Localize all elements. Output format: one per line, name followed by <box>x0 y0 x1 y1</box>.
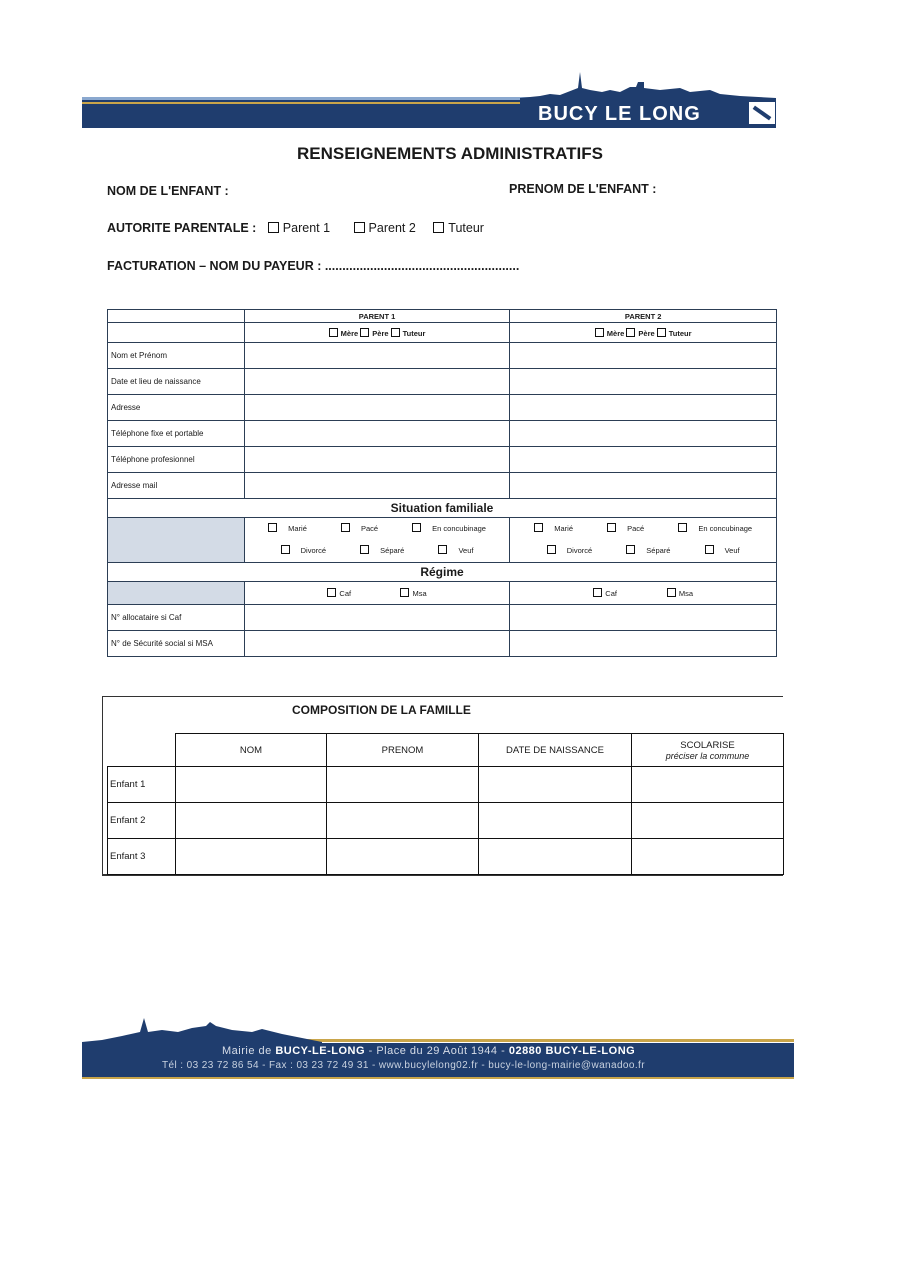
parent1-field[interactable] <box>244 395 510 421</box>
parent1-field[interactable] <box>244 369 510 395</box>
checkbox-icon[interactable] <box>433 222 444 233</box>
parent1-field[interactable] <box>244 631 510 657</box>
header-gold-stripe <box>82 102 532 104</box>
table-cell[interactable] <box>479 839 632 875</box>
checkbox-icon[interactable] <box>657 328 666 337</box>
row-label: Adresse <box>108 395 245 421</box>
checkbox-icon[interactable] <box>626 545 635 554</box>
row-label: Téléphone fixe et portable <box>108 421 245 447</box>
shaded-cell <box>108 518 245 563</box>
col-nom: NOM <box>176 734 327 767</box>
checkbox-icon[interactable] <box>678 523 687 532</box>
checkbox-icon[interactable] <box>360 545 369 554</box>
parent1-field[interactable] <box>244 421 510 447</box>
parent2-situation: Marié Pacé En concubinage Divorcé Séparé Veuf <box>510 518 777 563</box>
parent2-field[interactable] <box>510 369 777 395</box>
checkbox-icon[interactable] <box>341 523 350 532</box>
parent1-field[interactable] <box>244 605 510 631</box>
checkbox-icon[interactable] <box>360 328 369 337</box>
row-label: N° allocataire si Caf <box>108 605 245 631</box>
family-title: COMPOSITION DE LA FAMILLE <box>292 703 471 717</box>
facturation-label: FACTURATION – NOM DU PAYEUR : ........................................................ <box>107 259 520 273</box>
parents-table <box>107 309 777 657</box>
table-cell[interactable] <box>176 767 327 803</box>
autorite-parentale-row <box>107 221 484 235</box>
checkbox-icon[interactable] <box>607 523 616 532</box>
shaded-cell <box>108 582 245 605</box>
table-cell[interactable] <box>632 803 784 839</box>
checkbox-icon[interactable] <box>534 523 543 532</box>
village-skyline-icon <box>82 1012 322 1046</box>
row-label: Date et lieu de naissance <box>108 369 245 395</box>
footer-gold-stripe <box>300 1039 794 1042</box>
checkbox-icon[interactable] <box>268 222 279 233</box>
parent2-header: PARENT 2 <box>510 310 777 323</box>
parent1-header: PARENT 1 <box>244 310 510 323</box>
parent1-field[interactable] <box>244 473 510 499</box>
col-scolarise: SCOLARISE préciser la commune <box>632 734 784 767</box>
checkbox-icon[interactable] <box>281 545 290 554</box>
parent2-field[interactable] <box>510 631 777 657</box>
table-cell[interactable] <box>479 767 632 803</box>
checkbox-icon[interactable] <box>705 545 714 554</box>
page-title: RENSEIGNEMENTS ADMINISTRATIFS <box>296 144 603 163</box>
checkbox-icon[interactable] <box>595 328 604 337</box>
table-cell[interactable] <box>176 803 327 839</box>
village-skyline-icon <box>520 68 776 104</box>
table-cell[interactable] <box>176 839 327 875</box>
checkbox-icon[interactable] <box>626 328 635 337</box>
autorite-parent1-option[interactable]: Parent 1 <box>268 221 330 235</box>
checkbox-icon[interactable] <box>354 222 365 233</box>
brand-emblem-icon <box>748 101 776 125</box>
parent2-field[interactable] <box>510 447 777 473</box>
brand-logo-text: BUCY LE LONG <box>538 103 701 125</box>
checkbox-icon[interactable] <box>438 545 447 554</box>
checkbox-icon[interactable] <box>327 588 336 597</box>
table-cell[interactable] <box>632 767 784 803</box>
footer-contact-line: Tél : 03 23 72 86 54 - Fax : 03 23 72 49 31 - www.bucylelong02.fr - bucy-le-long-mairie@wanadoo.fr <box>162 1060 645 1071</box>
table-cell[interactable] <box>327 839 479 875</box>
enfant-label: Enfant 1 <box>108 767 176 803</box>
autorite-tuteur-option[interactable]: Tuteur <box>433 221 484 235</box>
scolarise-note: préciser la commune <box>665 750 750 761</box>
autorite-label: AUTORITE PARENTALE : <box>107 221 257 235</box>
parent1-field[interactable] <box>244 447 510 473</box>
checkbox-icon[interactable] <box>400 588 409 597</box>
parent1-situation: Marié Pacé En concubinage Divorcé Séparé Veuf <box>244 518 510 563</box>
checkbox-icon[interactable] <box>593 588 602 597</box>
parent2-field[interactable] <box>510 421 777 447</box>
regime-heading: Régime <box>108 563 777 582</box>
footer-gold-stripe-bottom <box>82 1077 794 1079</box>
checkbox-icon[interactable] <box>329 328 338 337</box>
enfant-label: Enfant 2 <box>108 803 176 839</box>
checkbox-icon[interactable] <box>391 328 400 337</box>
parent2-field[interactable] <box>510 605 777 631</box>
parent1-regime: Caf Msa <box>244 582 510 605</box>
checkbox-icon[interactable] <box>547 545 556 554</box>
parent2-field[interactable] <box>510 473 777 499</box>
parent2-regime: Caf Msa <box>510 582 777 605</box>
footer-address-line: Mairie de BUCY-LE-LONG - Place du 29 Août 1944 - 02880 BUCY-LE-LONG <box>222 1045 636 1057</box>
checkbox-icon[interactable] <box>667 588 676 597</box>
child-nom-label: NOM DE L'ENFANT : <box>107 184 229 198</box>
table-cell[interactable] <box>327 767 479 803</box>
checkbox-icon[interactable] <box>412 523 421 532</box>
table-cell[interactable] <box>327 803 479 839</box>
situation-familiale-heading: Situation familiale <box>108 499 777 518</box>
autorite-parent2-option[interactable]: Parent 2 <box>354 221 416 235</box>
parent1-role-choice: Mère Père Tuteur <box>244 323 510 343</box>
row-label: Adresse mail <box>108 473 245 499</box>
enfant-label: Enfant 3 <box>108 839 176 875</box>
table-cell[interactable] <box>479 803 632 839</box>
parent2-field[interactable] <box>510 343 777 369</box>
col-prenom: PRENOM <box>327 734 479 767</box>
row-label: Nom et Prénom <box>108 343 245 369</box>
child-prenom-label: PRENOM DE L'ENFANT : <box>509 182 657 196</box>
table-cell[interactable] <box>632 839 784 875</box>
checkbox-icon[interactable] <box>268 523 277 532</box>
row-label: N° de Sécurité social si MSA <box>108 631 245 657</box>
parent2-field[interactable] <box>510 395 777 421</box>
parent2-role-choice: Mère Père Tuteur <box>510 323 777 343</box>
row-label: Téléphone profesionnel <box>108 447 245 473</box>
family-table <box>107 733 784 875</box>
col-date-naissance: DATE DE NAISSANCE <box>479 734 632 767</box>
parent1-field[interactable] <box>244 343 510 369</box>
